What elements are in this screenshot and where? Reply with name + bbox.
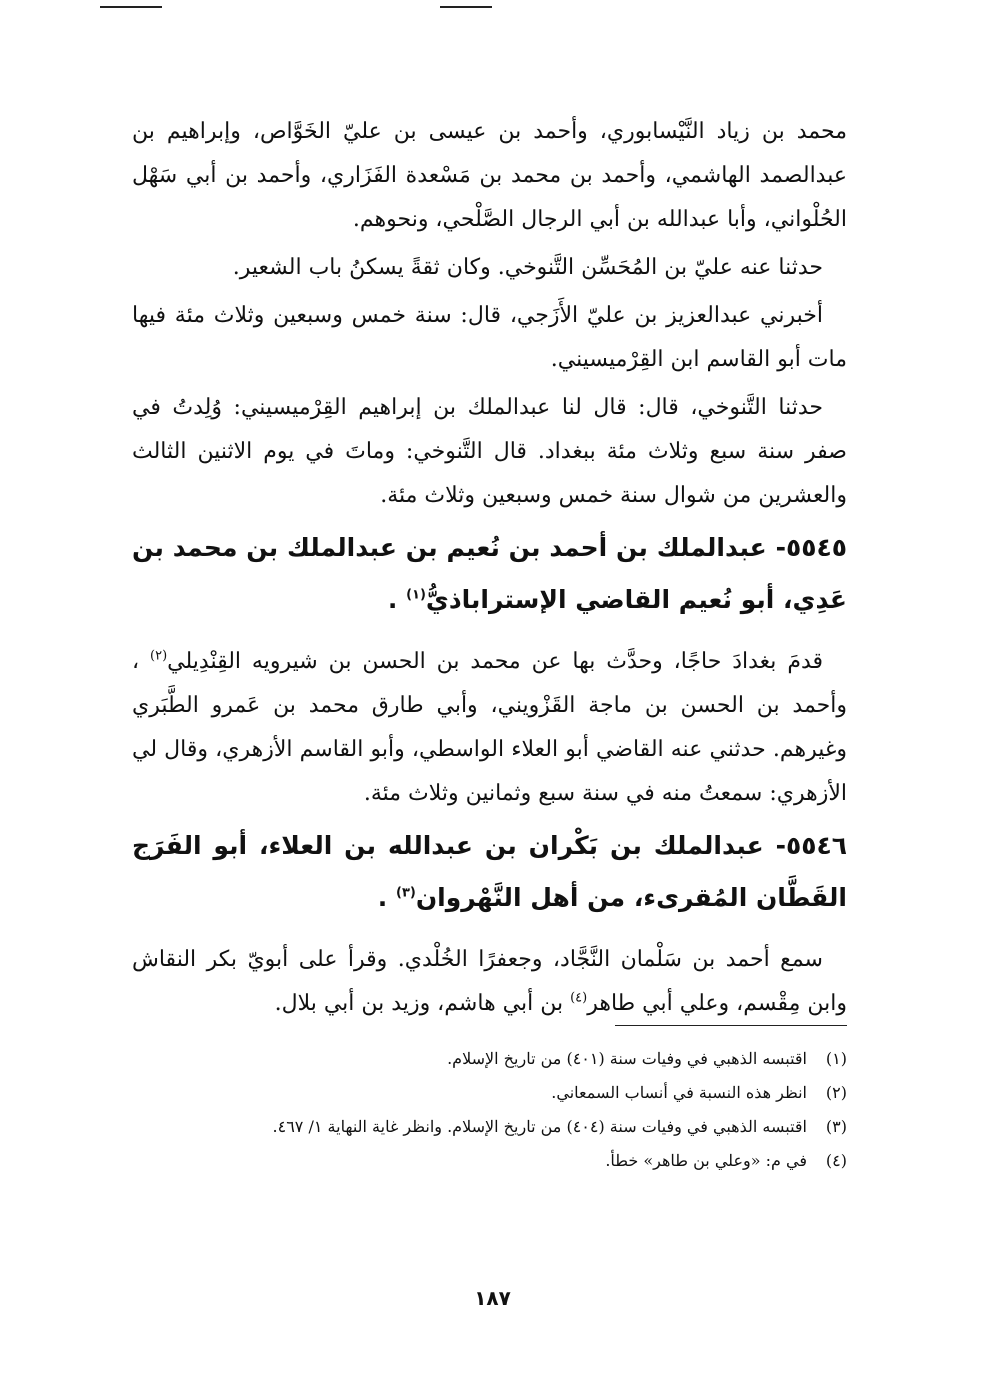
footnote-number: (١): [825, 1049, 847, 1068]
entry-body-text: قدمَ بغدادَ حاجًا، وحدَّث بها عن محمد بن الحسن بن شيرويه القِنْدِيلي: [167, 649, 824, 674]
footnote: [132, 1042, 847, 1076]
entry-5545-title: [132, 522, 847, 626]
footnote-ref: (٤): [570, 990, 588, 1006]
paragraph: حدثنا عنه عليّ بن المُحَسِّن التَّنوخي. وكان ثقةً يسكنُ باب الشعير.: [232, 255, 823, 280]
entry-5546-title: [132, 820, 847, 924]
top-rule-left: [100, 6, 162, 8]
footnote-text: في م: «وعلي بن طاهر» خطأ.: [605, 1151, 807, 1170]
footnote-text: اقتبسه الذهبي في وفيات سنة (٤٠٤) من تاريخ الإسلام. وانظر غاية النهاية ١/ ٤٦٧.: [272, 1117, 807, 1136]
paragraph: أخبرني عبدالعزيز بن عليّ الأَزَجي، قال: سنة خمس وسبعين وثلاث مئة فيها مات أبو القاسم ابن القِرْميسيني.: [132, 303, 847, 372]
entry-body-text: بن أبي هاشم، وزيد بن أبي بلال.: [274, 991, 571, 1016]
entry-body-text: ، وأحمد بن الحسن بن ماجة القَزْويني، وأبي طارق محمد بن عَمرو الطَّبَري وغيرهم. حدثني عنه القاضي أبو العلاء الواسطي، وأبو القاسم الأزهري، وقال لي الأزهري: سمعتُ منه في سنة سبع وثمانين وثلاث مئة.: [132, 649, 847, 806]
footnote-ref: (١): [406, 587, 426, 603]
page-number: ١٨٧: [474, 1286, 511, 1310]
footnote-ref: (٣): [396, 885, 416, 901]
footnote: [132, 1076, 847, 1110]
footnote-divider: [615, 1025, 847, 1026]
footnote-ref: (٢): [150, 648, 168, 664]
footnote: [132, 1144, 847, 1178]
paragraph: حدثنا التَّنوخي، قال: قال لنا عبدالملك بن إبراهيم القِرْميسيني: وُلِدتُ في صفر سنة سبع وثلاث مئة ببغداد. قال التَّنوخي: وماتَ في يوم الاثنين الثالث والعشرين من شوال سنة خمس وسبعين وثلاث مئة.: [132, 395, 847, 508]
footnote-text: انظر هذه النسبة في أنساب السمعاني.: [551, 1083, 807, 1102]
paragraph: محمد بن زياد النَّيْسابوري، وأحمد بن عيسى بن عليّ الخَوَّاص، وإبراهيم بن عبدالصمد الهاشمي، وأحمد بن محمد بن مَسْعدة الفَزَاري، وأحمد بن أبي سَهْل الحُلْواني، وأبا عبدالله بن أبي الرجال الصَّلْحي، ونحوهم.: [132, 119, 847, 232]
top-rule-center: [440, 6, 492, 8]
footnote-number: (٢): [825, 1083, 847, 1102]
entry-title-tail: .: [387, 585, 407, 614]
entry-title-tail: .: [377, 883, 396, 912]
main-text: [132, 110, 847, 1030]
footnote-number: (٣): [825, 1117, 847, 1136]
entry-5546-body: [132, 938, 847, 1026]
entry-title-text: ٥٥٤٥- عبدالملك بن أحمد بن نُعيم بن عبدالملك بن محمد بن عَدِي، أبو نُعيم القاضي الإستراباذيُّ: [132, 533, 847, 614]
entry-body-text: سمع أحمد بن سَلْمان النَّجَّاد، وجعفرًا الخُلْدي. وقرأ على أبويّ بكر النقاش وابن مِقْسم، وعلي أبي طاهر: [132, 947, 847, 1016]
entry-5545-body: [132, 640, 847, 816]
entry-title-text: ٥٥٤٦- عبدالملك بن بَكْران بن عبدالله بن العلاء، أبو الفَرَج القَطَّان المُقرىء، من أهل النَّهْروان: [132, 831, 847, 912]
footnote-text: اقتبسه الذهبي في وفيات سنة (٤٠١) من تاريخ الإسلام.: [447, 1049, 807, 1068]
footnote: [132, 1110, 847, 1144]
footnote-number: (٤): [825, 1151, 847, 1170]
footnotes: [132, 1042, 847, 1178]
